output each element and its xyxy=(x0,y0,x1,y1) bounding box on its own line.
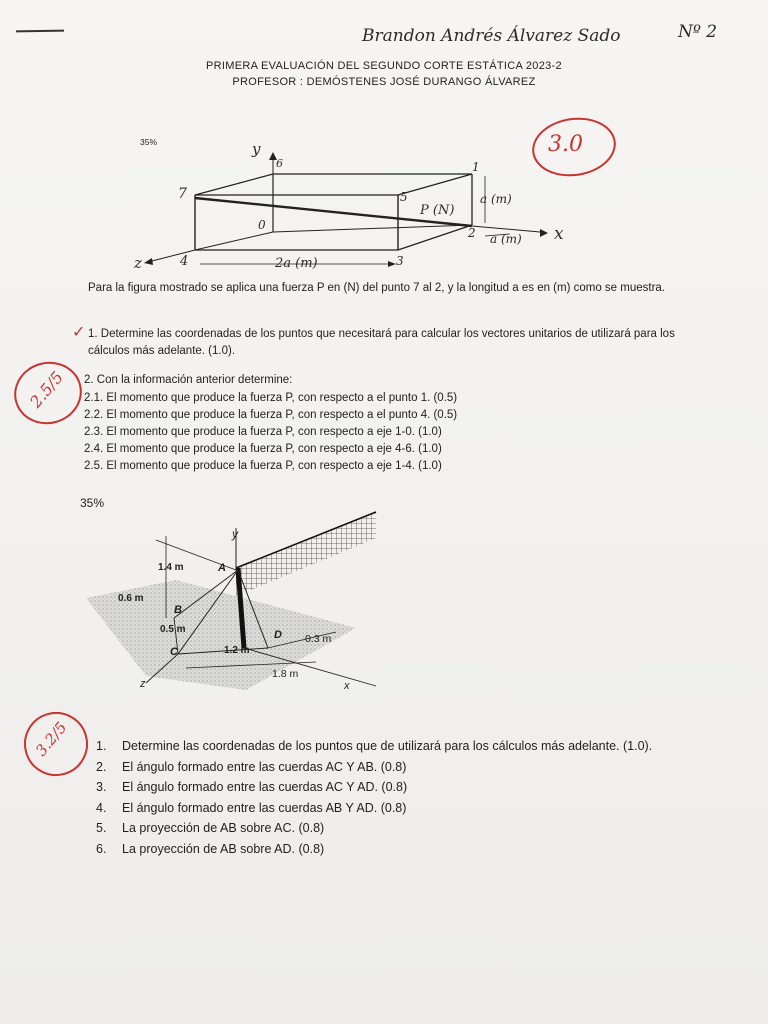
fig1-label-2: 2 xyxy=(468,226,476,240)
fig2-label-d2: 0.6 m xyxy=(118,593,144,604)
list-item xyxy=(96,757,696,778)
fig2-label-d5: 0.3 m xyxy=(305,633,332,645)
fig1-label-3: 3 xyxy=(396,254,404,268)
fig2-label-d3: 0.5 m xyxy=(160,624,186,635)
fig1-label-x: x xyxy=(554,224,564,244)
fig2-label-C: C xyxy=(170,646,178,658)
fig2-label-z: z xyxy=(140,678,146,690)
fig1-label-5: 5 xyxy=(400,190,408,204)
fig2-label-y: y xyxy=(232,527,238,541)
item-text: El ángulo formado entre las cuerdas AB Y AD. (0.8) xyxy=(122,800,407,815)
item-text: El ángulo formado entre las cuerdas AC Y AB. (0.8) xyxy=(122,759,407,774)
list-item xyxy=(96,736,696,757)
fig1-label-force: P (N) xyxy=(420,203,455,218)
total-grade: 3.0 xyxy=(548,132,583,157)
student-name: Brandon Andrés Álvarez Sado xyxy=(362,26,621,46)
item-text: La proyección de AB sobre AC. (0.8) xyxy=(122,821,325,835)
professor-line: PROFESOR : DEMÓSTENES JOSÉ DURANGO ÁLVAREZ xyxy=(232,76,536,88)
fig2-label-A: A xyxy=(218,562,226,574)
section1-intro: Para la figura mostrado se aplica una fuerza P en (N) del punto 7 al 2, y la longitud a es en (m) como se muestra. xyxy=(88,282,666,294)
fig1-label-7: 7 xyxy=(178,186,187,202)
section1-q1: 1. Determine las coordenadas de los puntos que necesitará para calcular los vectores unitarios de utilizará para los cálculos más adelante. (1.0). xyxy=(88,328,675,357)
item-number: 3. xyxy=(96,780,107,794)
list-item xyxy=(96,818,696,839)
item-number: 1. xyxy=(96,739,107,753)
fig2-label-d4: 1.2 m xyxy=(224,645,250,656)
list-item xyxy=(96,798,696,819)
fig1-label-height: a (m) xyxy=(480,192,512,206)
fig1-label-z: z xyxy=(134,254,142,272)
list-item xyxy=(96,839,696,860)
section2-list xyxy=(96,736,696,859)
list-item xyxy=(96,777,696,798)
fig1-label-4: 4 xyxy=(180,254,189,269)
item-text: Determine las coordenadas de los puntos que de utilizará para los cálculos más adelante. (1.0). xyxy=(122,739,653,753)
item-number: 2. xyxy=(96,759,107,774)
fig1-label-depth: a (m) xyxy=(490,232,522,246)
q2-item: 2.2. El momento que produce la fuerza P, con respecto a el punto 4. (0.5) xyxy=(84,409,458,421)
fig2-label-B: B xyxy=(174,604,182,616)
box-figure xyxy=(130,140,620,280)
section1-weight: 35% xyxy=(140,137,158,147)
fig2-label-d1: 1.4 m xyxy=(158,562,184,573)
fig1-label-6: 6 xyxy=(276,157,283,170)
fig1-label-0: 0 xyxy=(258,218,266,232)
fig2-label-D: D xyxy=(274,629,282,641)
q2-item: 2.1. El momento que produce la fuerza P, con respecto a el punto 1. (0.5) xyxy=(84,392,458,404)
item-text: La proyección de AB sobre AD. (0.8) xyxy=(122,841,325,856)
q2-item: 2.3. El momento que produce la fuerza P, con respecto a eje 1-0. (1.0) xyxy=(84,426,442,438)
section2-weight: 35% xyxy=(80,496,105,510)
exam-title: PRIMERA EVALUACIÓN DEL SEGUNDO CORTE ESTÁTICA 2023-2 xyxy=(206,60,562,72)
paper-number: Nº 2 xyxy=(678,22,718,42)
fig2-label-d6: 1.8 m xyxy=(272,668,299,680)
section1-q2 xyxy=(84,372,544,475)
fig1-label-length: 2a (m) xyxy=(275,256,318,271)
q2-item: 2.4. El momento que produce la fuerza P, con respecto a eje 4-6. (1.0) xyxy=(84,443,442,455)
q2-item: 2.5. El momento que produce la fuerza P, con respecto a eje 1-4. (1.0) xyxy=(84,460,442,472)
q1-checkmark: ✓ xyxy=(72,324,86,341)
part2-grade: 3.2/5 xyxy=(31,718,71,760)
fig2-label-x: x xyxy=(344,680,350,692)
fig1-label-y: y xyxy=(252,140,261,158)
q2-intro: 2. Con la información anterior determine: xyxy=(84,374,293,386)
part1-grade: 2.5/5 xyxy=(26,367,67,412)
item-text: El ángulo formado entre las cuerdas AC Y AD. (0.8) xyxy=(122,780,408,794)
fig1-label-1: 1 xyxy=(472,160,480,174)
item-number: 5. xyxy=(96,821,107,835)
item-number: 6. xyxy=(96,841,107,856)
top-left-stroke xyxy=(16,30,64,33)
item-number: 4. xyxy=(96,800,107,815)
